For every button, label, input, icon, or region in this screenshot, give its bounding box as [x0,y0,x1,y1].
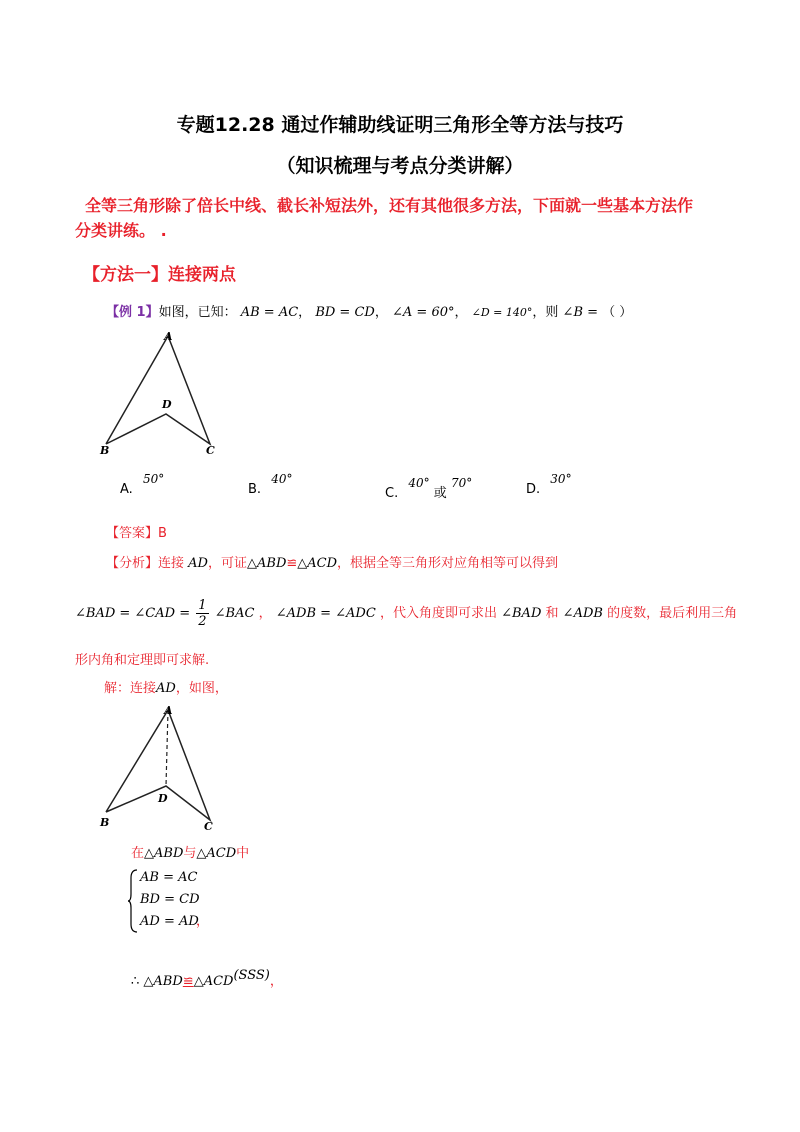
figure-2-label-a: A [164,704,173,717]
solution-conclusion: ∴ △ABD≌△ACD(SSS)， [131,968,283,989]
answer-value: B [158,526,167,541]
system-eq-2: BD = CD [140,892,200,907]
option-b[interactable]: B. 40° [248,472,293,497]
figure-1-label-a: A [164,330,173,343]
system-eq-1: AB = AC [140,870,198,885]
system-comma: ， [196,914,210,929]
method-1-heading: 【方法一】连接两点 [83,265,236,285]
figure-1-label-b: B [100,444,110,457]
system-brace-icon [127,868,139,934]
intro-line-2: 分类讲练。 . [75,221,167,240]
option-c[interactable]: C. 40° 或 70° [385,476,473,501]
solution-in-triangles: 在△ABD与△ACD中 [131,846,250,861]
auxiliary-line-ad [166,710,168,786]
figure-2-label-c: C [204,820,213,832]
analysis-line-1: 【分析】连接 AD，可证△ABD≌△ACD，根据全等三角形对应角相等可以得到 [106,556,559,571]
page-subtitle: （知识梳理与考点分类讲解） [276,155,524,177]
solution-lead: 解：连接AD，如图， [104,681,228,696]
fraction-one-half: $\frac{1}{2}$ [198,598,207,629]
analysis-line-3: 形内角和定理即可求解. [75,653,210,668]
answer-line [106,522,167,541]
page-title: 专题12.28 通过作辅助线证明三角形全等方法与技巧 [176,114,624,136]
option-a[interactable]: A. 50° [120,472,165,497]
figure-2-label-d: D [158,792,168,805]
analysis-line-2: ∠BAD = ∠CAD = $\frac{1}{2}$ ∠BAC ， ∠ADB = ∠ADC ，代入角度即可求出 ∠BAD 和 ∠ADB 的度数，最后利用三角 [75,598,738,629]
example-tag: 【例 1】 [106,305,159,320]
figure-2-label-b: B [100,816,110,829]
answer-tag: 【答案】 [106,526,159,541]
intro-line-1: 全等三角形除了倍长中线、截长补短法外，还有其他很多方法，下面就一些基本方法作 [85,196,694,215]
example-1-statement: 【例 1】如图，已知： AB = AC， BD = CD， ∠A = 60°， ∠D = 140°，则 ∠B = （ ） [106,305,633,320]
figure-1-label-d: D [162,398,172,411]
figure-1-label-c: C [206,444,215,457]
option-d[interactable]: D. 30° [526,472,572,497]
figure-1-triangle [98,328,223,458]
figure-2-triangle [98,702,223,832]
figure-1-outline [106,336,210,444]
system-eq-3: AD = AD [140,914,199,929]
